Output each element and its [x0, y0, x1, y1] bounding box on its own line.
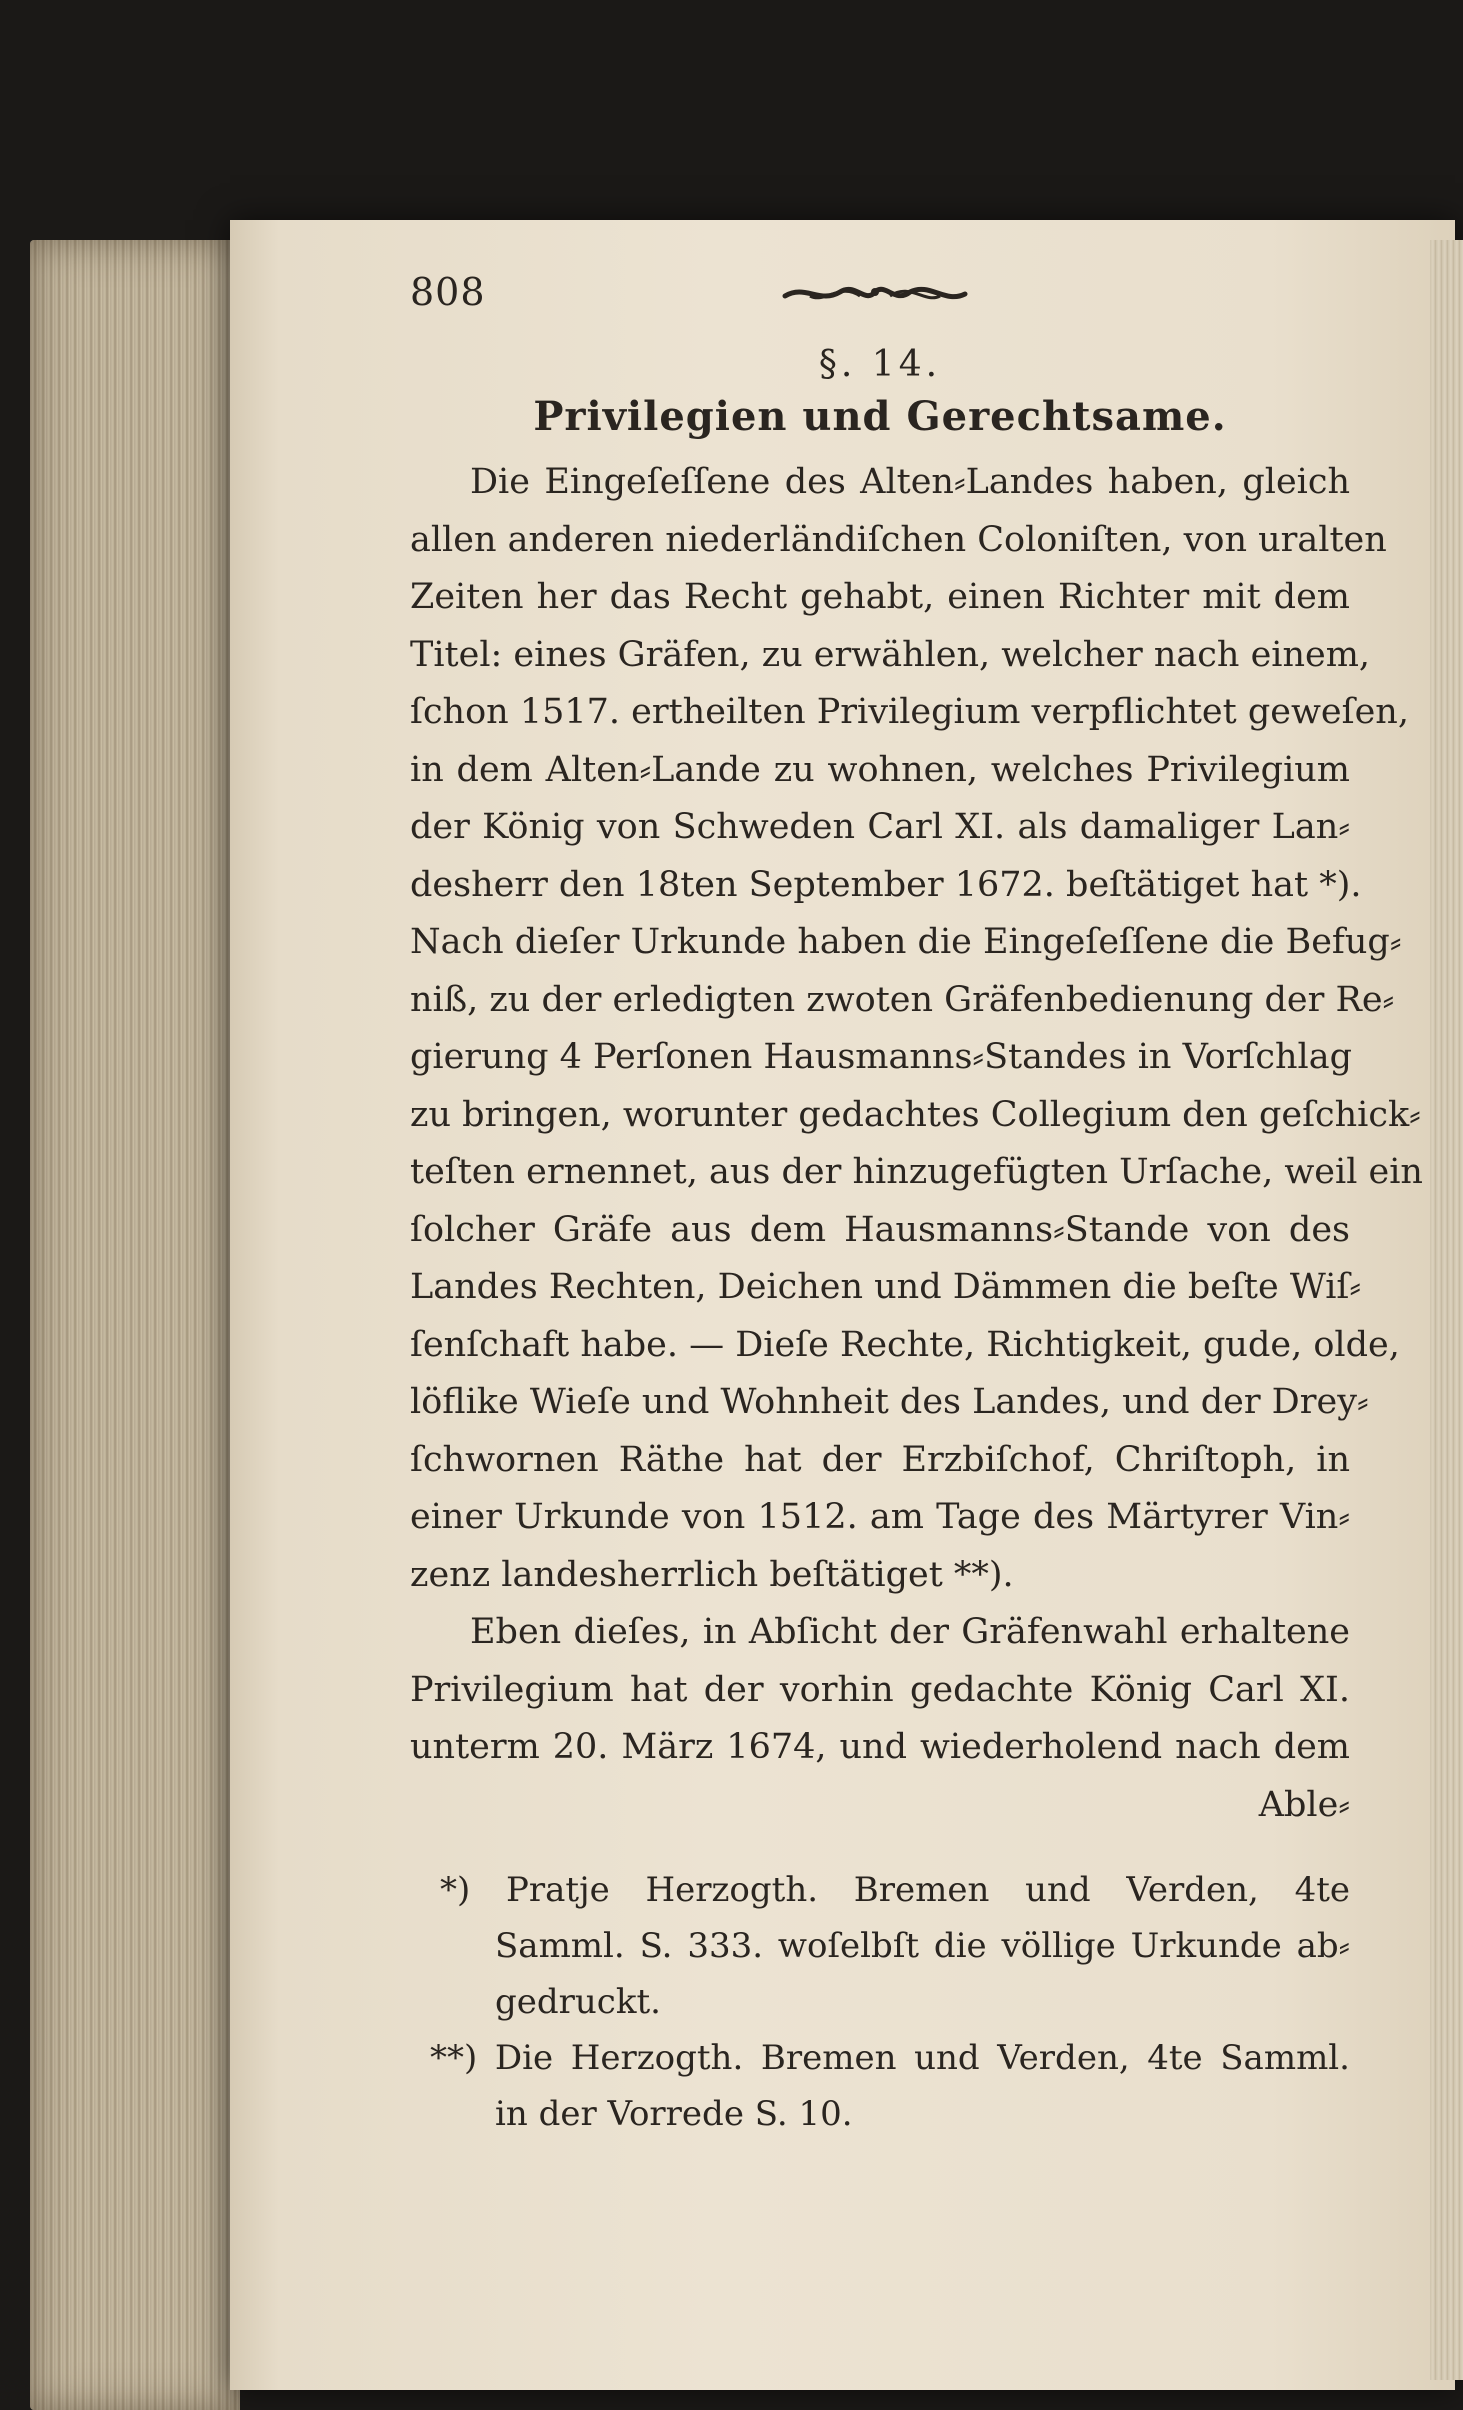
text-line: ſchon 1517. ertheilten Privilegium verpflichtet geweſen,: [410, 692, 1409, 732]
text-line: gierung 4 Perſonen Hausmanns⸗Standes in Vorſchlag: [410, 1037, 1353, 1077]
catchword: Able⸗: [1258, 1784, 1350, 1825]
page-edges-right: [1430, 240, 1463, 2380]
text-line: in dem Alten⸗Lande zu wohnen, welches Privilegium: [410, 749, 1350, 790]
text-line: Zeiten her das Recht gehabt, einen Richter mit dem: [410, 577, 1350, 617]
text-line: Die Eingeſeſſene des Alten⸗Landes haben, gleich: [470, 462, 1350, 502]
section-number: §. 14.: [818, 344, 942, 385]
footnote-1: [410, 1862, 1350, 2030]
footnote-line: **) Die Herzogth. Bremen und Verden, 4te Samml.: [430, 2038, 1350, 2078]
footnote-line: gedruckt.: [495, 1982, 661, 2022]
text-line: einer Urkunde von 1512. am Tage des Märtyrer Vin⸗: [410, 1497, 1350, 1537]
text-line: Privilegium hat der vorhin gedachte König Carl XI.: [410, 1669, 1350, 1710]
text-line: teſten ernennet, aus der hinzugefügten Urſache, weil ein: [410, 1152, 1423, 1192]
ornament-icon: [780, 274, 970, 314]
body-text: [410, 454, 1423, 1834]
footnote-2: [410, 2030, 1350, 2142]
page-number: 808: [410, 270, 486, 314]
text-line: zu bringen, worunter gedachtes Collegium den geſchick⸗: [410, 1094, 1421, 1135]
text-line: ſchwornen Räthe hat der Erzbiſchof, Chriſtoph, in: [410, 1439, 1350, 1480]
page-edges-left: [30, 240, 240, 2410]
text-line: ſolcher Gräfe aus dem Hausmanns⸗Stande von des: [410, 1209, 1350, 1250]
text-line: Eben dieſes, in Abſicht der Gräfenwahl erhaltene: [470, 1612, 1350, 1652]
text-line: zenz landesherrlich beſtätiget **).: [410, 1554, 1014, 1595]
text-line: löflike Wieſe und Wohnheit des Landes, und der Drey⸗: [410, 1382, 1369, 1422]
footnote-line: in der Vorrede S. 10.: [495, 2094, 853, 2134]
paragraph-1: [410, 454, 1423, 1604]
section-title: Privilegien und Gerechtsame.: [533, 393, 1227, 440]
footnote-line: *) Pratje Herzogth. Bremen und Verden, 4te: [440, 1870, 1350, 1910]
text-block: [410, 270, 1423, 2142]
footnotes: [410, 1862, 1350, 2142]
text-line: Titel: eines Gräfen, zu erwählen, welcher nach einem,: [410, 634, 1371, 675]
text-line: Landes Rechten, Deichen und Dämmen die beſte Wiſ⸗: [410, 1267, 1361, 1307]
text-line: allen anderen niederländiſchen Coloniſten, von uralten: [410, 519, 1387, 560]
text-line: ſenſchaft habe. — Dieſe Rechte, Richtigkeit, gude, olde,: [410, 1324, 1400, 1365]
text-line: unterm 20. März 1674, und wiederholend nach dem: [410, 1727, 1350, 1767]
text-line: desherr den 18ten September 1672. beſtätiget hat *).: [410, 864, 1362, 905]
text-line: niß, zu der erledigten zwoten Gräfenbedienung der Re⸗: [410, 979, 1395, 1020]
paragraph-2: [410, 1604, 1350, 1834]
text-line: der König von Schweden Carl XI. als damaliger Lan⸗: [410, 807, 1350, 847]
text-line: Nach dieſer Urkunde haben die Eingeſeſſene die Befug⸗: [410, 922, 1402, 962]
footnote-line: Samml. S. 333. woſelbſt die völlige Urkunde ab⸗: [495, 1926, 1350, 1966]
header-row: [410, 270, 1350, 330]
